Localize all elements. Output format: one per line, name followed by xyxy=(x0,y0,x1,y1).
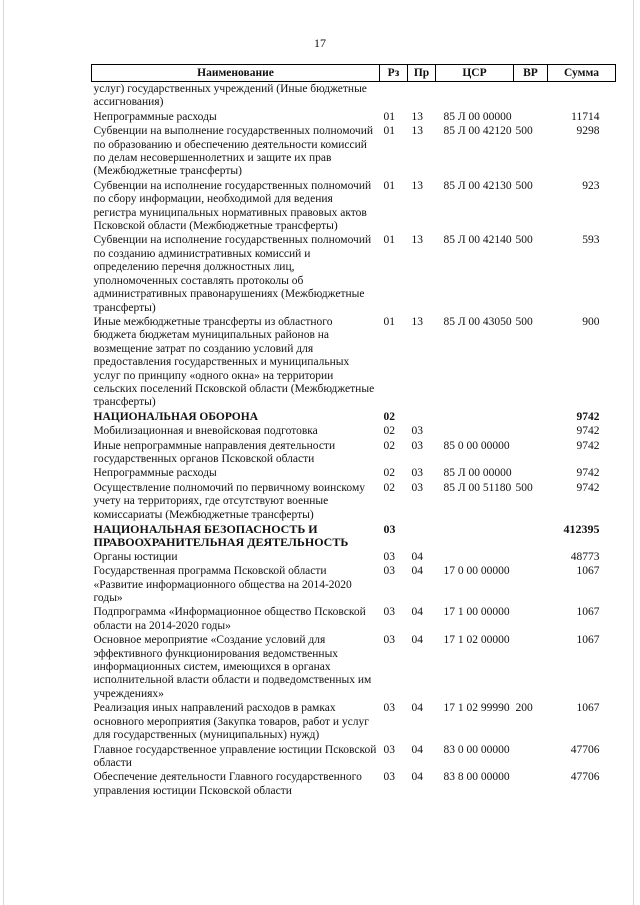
cell-name: Государственная программа Псковской области «Развитие информационного общества на 2014-2020 годы» xyxy=(93,565,352,605)
cell-name: Осуществление полномочий по первичному воинскому учету на территориях, где отсутствуют военные комиссариаты (Межбюджетные трансферты) xyxy=(93,481,365,521)
cell-pr: 04 xyxy=(411,634,423,647)
table-row xyxy=(92,410,616,424)
cell-sum: 9742 xyxy=(576,439,600,452)
cell-pr xyxy=(408,82,436,110)
cell-csr: 17 1 02 99990 xyxy=(443,702,510,715)
cell-csr: 83 8 00 00000 xyxy=(443,771,510,784)
cell-rz: 03 xyxy=(383,522,396,536)
cell-csr xyxy=(436,410,514,424)
cell-rz: 02 xyxy=(383,439,395,452)
cell-rz: 01 xyxy=(383,234,395,247)
cell-pr: 04 xyxy=(411,702,423,715)
cell-rz: 03 xyxy=(383,771,395,784)
cell-csr xyxy=(436,550,514,564)
cell-name: НАЦИОНАЛЬНАЯ ОБОРОНА xyxy=(93,410,259,423)
cell-rz: 03 xyxy=(383,702,395,715)
cell-vr xyxy=(514,82,548,110)
cell-sum: 9742 xyxy=(576,425,600,438)
cell-pr xyxy=(408,522,436,550)
cell-rz: 01 xyxy=(383,125,395,138)
cell-pr: 03 xyxy=(411,439,423,452)
cell-csr xyxy=(436,424,514,438)
table-row xyxy=(92,315,616,410)
table-row xyxy=(92,233,616,314)
scan-edge-right xyxy=(633,0,634,905)
cell-pr xyxy=(408,410,436,424)
cell-rz: 02 xyxy=(383,425,395,438)
header-csr: ЦСР xyxy=(436,65,514,82)
cell-csr: 85 Л 00 00000 xyxy=(443,110,512,123)
cell-vr: 200 xyxy=(515,702,533,715)
cell-csr: 17 0 00 00000 xyxy=(443,565,510,578)
table-row xyxy=(92,124,616,179)
cell-name: Иные межбюджетные трансферты из областного бюджета бюджетам муниципальных районов на возмещение затрат по созданию условий для предоставления государственных и муниципальных услуг по принципу «одного окна» на территории сельских поселений Псковской области (Межбюджетные трансферты) xyxy=(93,315,375,409)
cell-pr: 13 xyxy=(411,315,423,328)
cell-sum: 9742 xyxy=(576,410,600,423)
cell-sum: 47706 xyxy=(570,771,600,784)
cell-sum: 47706 xyxy=(570,743,600,756)
cell-rz: 03 xyxy=(383,565,395,578)
cell-sum: 1067 xyxy=(576,606,600,619)
cell-sum: 1067 xyxy=(576,634,600,647)
cell-rz xyxy=(380,82,408,110)
cell-vr xyxy=(514,550,548,564)
cell-sum xyxy=(548,82,616,110)
header-pr: Пр xyxy=(408,65,436,82)
header-name: Наименование xyxy=(92,65,380,82)
cell-sum: 48773 xyxy=(570,550,600,563)
cell-pr: 03 xyxy=(411,425,423,438)
table-row xyxy=(92,522,616,550)
cell-sum: 1067 xyxy=(576,702,600,715)
cell-vr xyxy=(514,466,548,480)
cell-pr: 03 xyxy=(411,481,423,494)
cell-vr xyxy=(514,439,548,467)
table-row xyxy=(92,439,616,467)
cell-pr: 13 xyxy=(411,110,423,123)
cell-sum: 1067 xyxy=(576,565,600,578)
cell-name: Субвенции на выполнение государственных полномочий по образованию и обеспечению деятельности комиссий по делам несовершеннолетних и защите их прав (Межбюджетные трансферты) xyxy=(93,125,374,178)
cell-name: услуг) государственных учреждений (Иные бюджетные ассигнования) xyxy=(93,83,367,109)
cell-name: НАЦИОНАЛЬНАЯ БЕЗОПАСНОСТЬ И ПРАВООХРАНИТЕЛЬНАЯ ДЕЯТЕЛЬНОСТЬ xyxy=(93,522,349,550)
cell-csr: 85 Л 00 42130 xyxy=(443,179,512,192)
cell-name: Мобилизационная и вневойсковая подготовка xyxy=(93,425,318,438)
cell-vr xyxy=(514,522,548,550)
cell-vr xyxy=(514,605,548,633)
cell-csr: 85 Л 00 42120 xyxy=(443,125,512,138)
cell-csr: 85 Л 00 00000 xyxy=(443,467,512,480)
cell-sum: 412395 xyxy=(563,522,600,536)
cell-name: Непрограммные расходы xyxy=(93,467,217,480)
cell-csr: 17 1 02 00000 xyxy=(443,634,510,647)
table-row xyxy=(92,424,616,438)
table-row xyxy=(92,481,616,522)
cell-vr xyxy=(514,410,548,424)
cell-vr: 500 xyxy=(515,481,533,494)
cell-rz: 03 xyxy=(383,550,395,563)
cell-name: Реализация иных направлений расходов в рамках основного мероприятия (Закупка товаров, работ и услуг для государственных (муниципальных) нужд) xyxy=(93,702,369,742)
cell-rz: 03 xyxy=(383,743,395,756)
budget-table xyxy=(91,64,616,798)
cell-sum: 9742 xyxy=(576,481,600,494)
table-row xyxy=(92,633,616,701)
cell-name: Иные непрограммные направления деятельности государственных органов Псковской области xyxy=(93,439,336,465)
cell-rz: 02 xyxy=(383,467,395,480)
cell-vr xyxy=(514,770,548,798)
scan-edge-left xyxy=(3,0,4,905)
cell-csr: 85 Л 00 43050 xyxy=(443,315,512,328)
cell-rz: 01 xyxy=(383,179,395,192)
budget-table-container xyxy=(91,64,615,798)
cell-pr: 03 xyxy=(411,467,423,480)
cell-name: Основное мероприятие «Создание условий для эффективного функционирования ведомственных информационных систем, имеющихся в органах исполнительной власти области и подведомственных им учреждениях» xyxy=(93,634,372,700)
page-number: 17 xyxy=(314,36,326,50)
cell-sum: 9298 xyxy=(576,125,600,138)
cell-name: Непрограммные расходы xyxy=(93,110,217,123)
table-row xyxy=(92,701,616,742)
cell-vr xyxy=(514,743,548,771)
header-vr: ВР xyxy=(514,65,548,82)
cell-sum: 593 xyxy=(582,234,600,247)
table-row xyxy=(92,605,616,633)
cell-sum: 900 xyxy=(582,315,600,328)
header-sum: Сумма xyxy=(548,65,616,82)
cell-pr: 04 xyxy=(411,550,423,563)
table-row xyxy=(92,564,616,605)
cell-vr: 500 xyxy=(515,315,533,328)
cell-vr: 500 xyxy=(515,125,533,138)
cell-name: Подпрограмма «Информационное общество Псковской области на 2014-2020 годы» xyxy=(93,606,366,632)
cell-name: Обеспечение деятельности Главного государственного управления юстиции Псковской области xyxy=(93,771,362,797)
cell-pr: 04 xyxy=(411,565,423,578)
cell-name: Органы юстиции xyxy=(93,550,178,563)
cell-vr: 500 xyxy=(515,234,533,247)
cell-pr: 04 xyxy=(411,771,423,784)
cell-vr xyxy=(514,110,548,124)
table-row xyxy=(92,550,616,564)
table-header-row xyxy=(92,65,616,82)
table-row xyxy=(92,82,616,110)
cell-sum: 923 xyxy=(582,179,600,192)
cell-csr: 17 1 00 00000 xyxy=(443,606,510,619)
table-row xyxy=(92,770,616,798)
cell-sum: 9742 xyxy=(576,467,600,480)
cell-vr xyxy=(514,424,548,438)
cell-name: Главное государственное управление юстиции Псковской области xyxy=(93,743,377,769)
cell-rz: 02 xyxy=(383,481,395,494)
table-row xyxy=(92,179,616,234)
header-rz: Рз xyxy=(380,65,408,82)
cell-pr: 04 xyxy=(411,743,423,756)
cell-pr: 04 xyxy=(411,606,423,619)
table-body xyxy=(92,82,616,799)
cell-csr xyxy=(436,522,514,550)
cell-pr: 13 xyxy=(411,125,423,138)
cell-rz: 01 xyxy=(383,110,395,123)
table-row xyxy=(92,110,616,124)
cell-csr: 83 0 00 00000 xyxy=(443,743,510,756)
cell-csr xyxy=(436,82,514,110)
cell-vr xyxy=(514,564,548,605)
cell-rz: 03 xyxy=(383,634,395,647)
table-row xyxy=(92,466,616,480)
cell-csr: 85 0 00 00000 xyxy=(443,439,510,452)
cell-pr: 13 xyxy=(411,179,423,192)
cell-rz: 01 xyxy=(383,315,395,328)
cell-rz: 02 xyxy=(383,410,395,423)
cell-vr xyxy=(514,633,548,701)
table-row xyxy=(92,743,616,771)
cell-vr: 500 xyxy=(515,179,533,192)
cell-csr: 85 Л 00 51180 xyxy=(443,481,512,494)
cell-sum: 11714 xyxy=(571,110,600,123)
cell-pr: 13 xyxy=(411,234,423,247)
cell-name: Субвенции на исполнение государственных полномочий по сбору информации, необходимой для ведения регистра муниципальных нормативных правовых актов Псковской области (Межбюджетные трансферты) xyxy=(93,179,372,233)
cell-name: Субвенции на исполнение государственных полномочий по созданию административных комиссий и определению перечня должностных лиц, уполномоченных составлять протоколы об административных правонарушениях (Межбюджетные трансферты) xyxy=(93,234,372,314)
cell-rz: 03 xyxy=(383,606,395,619)
cell-csr: 85 Л 00 42140 xyxy=(443,234,512,247)
